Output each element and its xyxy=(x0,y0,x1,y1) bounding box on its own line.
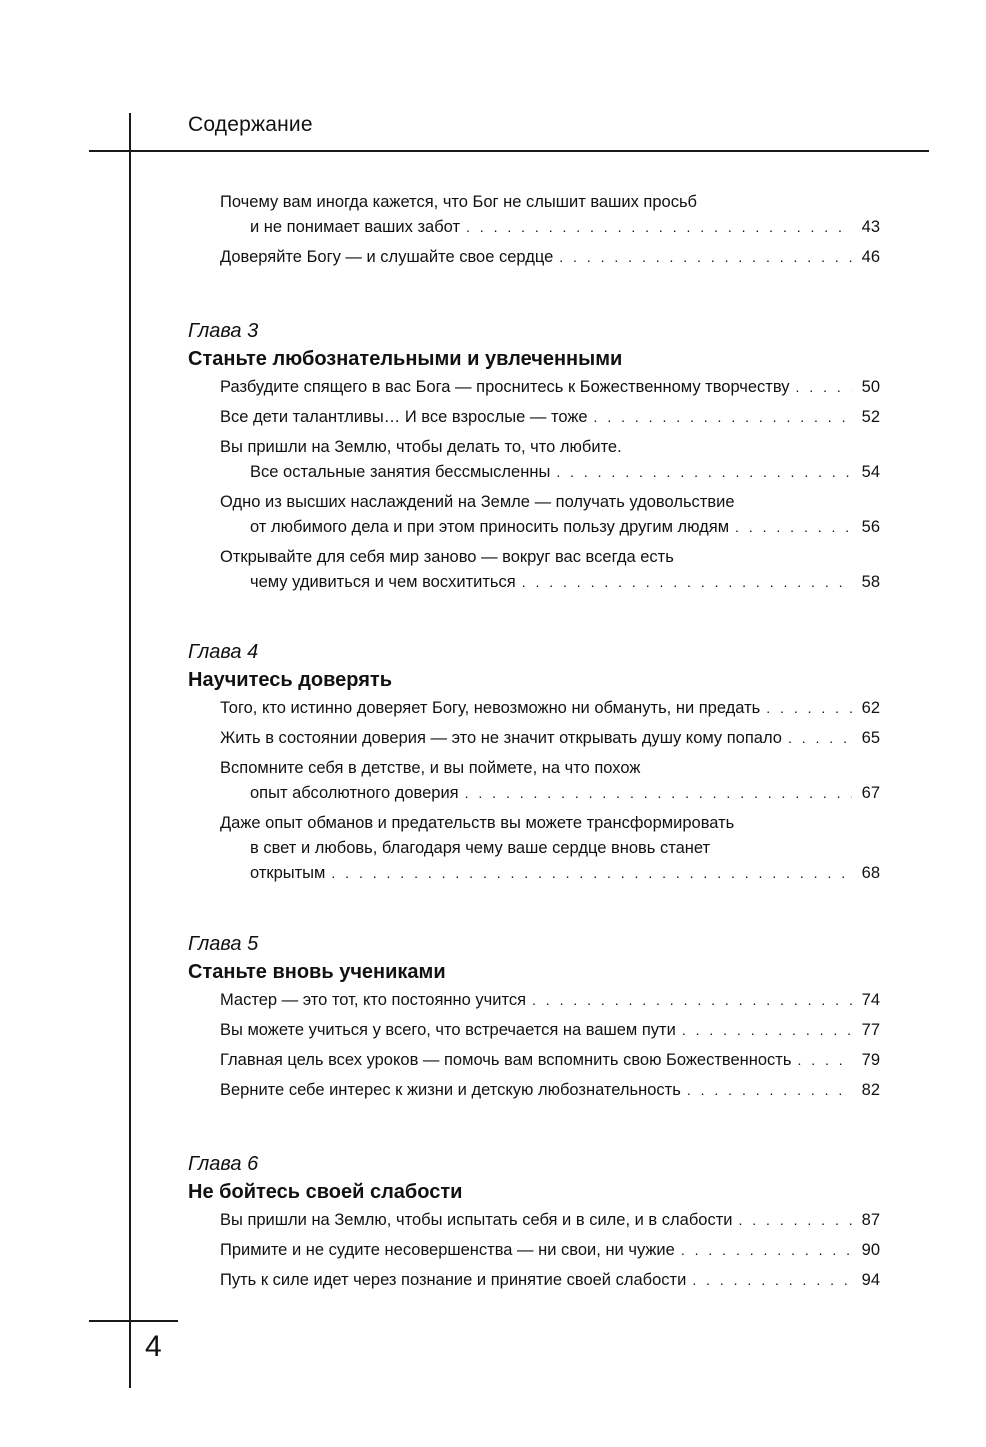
chapter-label: Глава 4 xyxy=(188,641,259,663)
toc-entry-page: 52 xyxy=(861,408,880,426)
toc-entry-text: и не понимает ваших забот xyxy=(250,218,461,236)
dot-leader xyxy=(331,861,852,886)
toc-entry-page: 43 xyxy=(861,218,880,236)
toc-entry-page: 87 xyxy=(861,1211,880,1229)
toc-entry-text: Верните себе интерес к жизни и детскую любознательность xyxy=(220,1081,681,1099)
toc-entry[interactable] xyxy=(220,1208,880,1233)
dot-leader xyxy=(692,1268,852,1293)
dot-leader xyxy=(556,460,852,485)
chapter-label: Глава 6 xyxy=(188,1153,259,1175)
toc-entry[interactable] xyxy=(220,490,880,540)
toc-entry-text: Даже опыт обманов и предательств вы можете трансформировать xyxy=(220,814,735,832)
toc-entry[interactable] xyxy=(220,811,880,886)
margin-vertical-rule xyxy=(129,113,131,1388)
toc-entry-text: Вы пришли на Землю, чтобы делать то, что любите. xyxy=(220,438,622,456)
toc-entry-text: Мастер — это тот, кто постоянно учится xyxy=(220,991,527,1009)
toc-entry-text: Открывайте для себя мир заново — вокруг вас всегда есть xyxy=(220,548,674,566)
toc-entry-text: Вспомните себя в детстве, и вы поймете, на что похож xyxy=(220,759,641,777)
toc-entry-page: 50 xyxy=(861,378,880,396)
toc-entry-text: Жить в состоянии доверия — это не значит открывать душу кому попало xyxy=(220,729,782,747)
footer-rule xyxy=(89,1320,178,1322)
toc-entry-page: 68 xyxy=(861,864,880,882)
toc-chapter-5 xyxy=(188,930,888,1103)
toc-chapter-6 xyxy=(188,1150,888,1293)
toc-entry-page: 62 xyxy=(861,699,880,717)
dot-leader xyxy=(687,1078,852,1103)
toc-entry-text: Путь к силе идет через познание и принятие своей слабости xyxy=(220,1271,687,1289)
header-rule xyxy=(89,150,929,152)
toc-entry-page: 65 xyxy=(861,729,880,747)
toc-entry-text: Одно из высших наслаждений на Земле — получать удовольствие xyxy=(220,493,735,511)
dot-leader xyxy=(559,245,852,270)
toc-entry-text: Главная цель всех уроков — помочь вам вспомнить свою Божественность xyxy=(220,1051,792,1069)
dot-leader xyxy=(796,375,852,400)
toc-entry-page: 54 xyxy=(861,463,880,481)
toc-entry[interactable] xyxy=(220,1078,880,1103)
toc-entry-text: опыт абсолютного доверия xyxy=(250,784,459,802)
toc-intro-block xyxy=(188,190,888,270)
toc-entry[interactable] xyxy=(220,1018,880,1043)
toc-entry-page: 74 xyxy=(861,991,880,1009)
toc-chapter-3 xyxy=(188,317,888,595)
dot-leader xyxy=(594,405,852,430)
toc-entry-text: Доверяйте Богу — и слушайте свое сердце xyxy=(220,248,554,266)
toc-entry[interactable] xyxy=(220,988,880,1013)
toc-entry-text: чему удивиться и чем восхититься xyxy=(250,573,516,591)
page-number: 4 xyxy=(145,1330,162,1363)
toc-entry-page: 46 xyxy=(861,248,880,266)
dot-leader xyxy=(466,215,852,240)
toc-entry[interactable] xyxy=(220,545,880,595)
chapter-title: Не бойтесь своей слабости xyxy=(188,1181,463,1203)
toc-entry-text: Примите и не судите несовершенства — ни свои, ни чужие xyxy=(220,1241,675,1259)
dot-leader xyxy=(532,988,852,1013)
toc-entry-text: Того, кто истинно доверяет Богу, невозможно ни обмануть, ни предать xyxy=(220,699,761,717)
toc-entry-page: 82 xyxy=(861,1081,880,1099)
toc-entry-page: 67 xyxy=(861,784,880,802)
toc-entry-page: 90 xyxy=(861,1241,880,1259)
dot-leader xyxy=(766,696,852,721)
toc-entry-text: Почему вам иногда кажется, что Бог не слышит ваших просьб xyxy=(220,193,697,211)
chapter-label: Глава 3 xyxy=(188,320,259,342)
toc-entry-text: открытым xyxy=(250,864,326,882)
toc-entry[interactable] xyxy=(220,756,880,806)
toc-entry-text: Все остальные занятия бессмысленны xyxy=(250,463,551,481)
dot-leader xyxy=(681,1238,852,1263)
toc-entry[interactable] xyxy=(220,1048,880,1073)
toc-entry-text: в свет и любовь, благодаря чему ваше сердце вновь станет xyxy=(250,839,711,857)
toc-entry[interactable] xyxy=(220,245,880,270)
toc-entry[interactable] xyxy=(220,1268,880,1293)
dot-leader xyxy=(797,1048,852,1073)
dot-leader xyxy=(465,781,852,806)
toc-entry-page: 56 xyxy=(861,518,880,536)
chapter-title: Научитесь доверять xyxy=(188,669,393,691)
toc-entry[interactable] xyxy=(220,190,880,240)
toc-entry-page: 58 xyxy=(861,573,880,591)
chapter-title: Станьте вновь учениками xyxy=(188,961,446,983)
toc-entry[interactable] xyxy=(220,375,880,400)
dot-leader xyxy=(788,726,852,751)
toc-entry[interactable] xyxy=(220,1238,880,1263)
toc-entry[interactable] xyxy=(220,726,880,751)
chapter-label: Глава 5 xyxy=(188,933,259,955)
toc-entry-page: 77 xyxy=(861,1021,880,1039)
dot-leader xyxy=(739,1208,853,1233)
toc-entry-text: от любимого дела и при этом приносить пользу другим людям xyxy=(250,518,730,536)
toc-entry[interactable] xyxy=(220,435,880,485)
dot-leader xyxy=(735,515,852,540)
toc-entry-text: Вы пришли на Землю, чтобы испытать себя и в силе, и в слабости xyxy=(220,1211,733,1229)
dot-leader xyxy=(682,1018,852,1043)
toc-entry-text: Все дети талантливы… И все взрослые — тоже xyxy=(220,408,588,426)
toc-entry-page: 79 xyxy=(861,1051,880,1069)
chapter-title: Станьте любознательными и увлеченными xyxy=(188,348,623,370)
toc-chapter-4 xyxy=(188,638,888,886)
toc-entry[interactable] xyxy=(220,696,880,721)
dot-leader xyxy=(522,570,852,595)
running-title: Содержание xyxy=(188,113,313,136)
toc-entry-text: Вы можете учиться у всего, что встречается на вашем пути xyxy=(220,1021,676,1039)
toc-entry-page: 94 xyxy=(861,1271,880,1289)
toc-entry-text: Разбудите спящего в вас Бога — проснитесь к Божественному творчеству xyxy=(220,378,790,396)
toc-entry[interactable] xyxy=(220,405,880,430)
